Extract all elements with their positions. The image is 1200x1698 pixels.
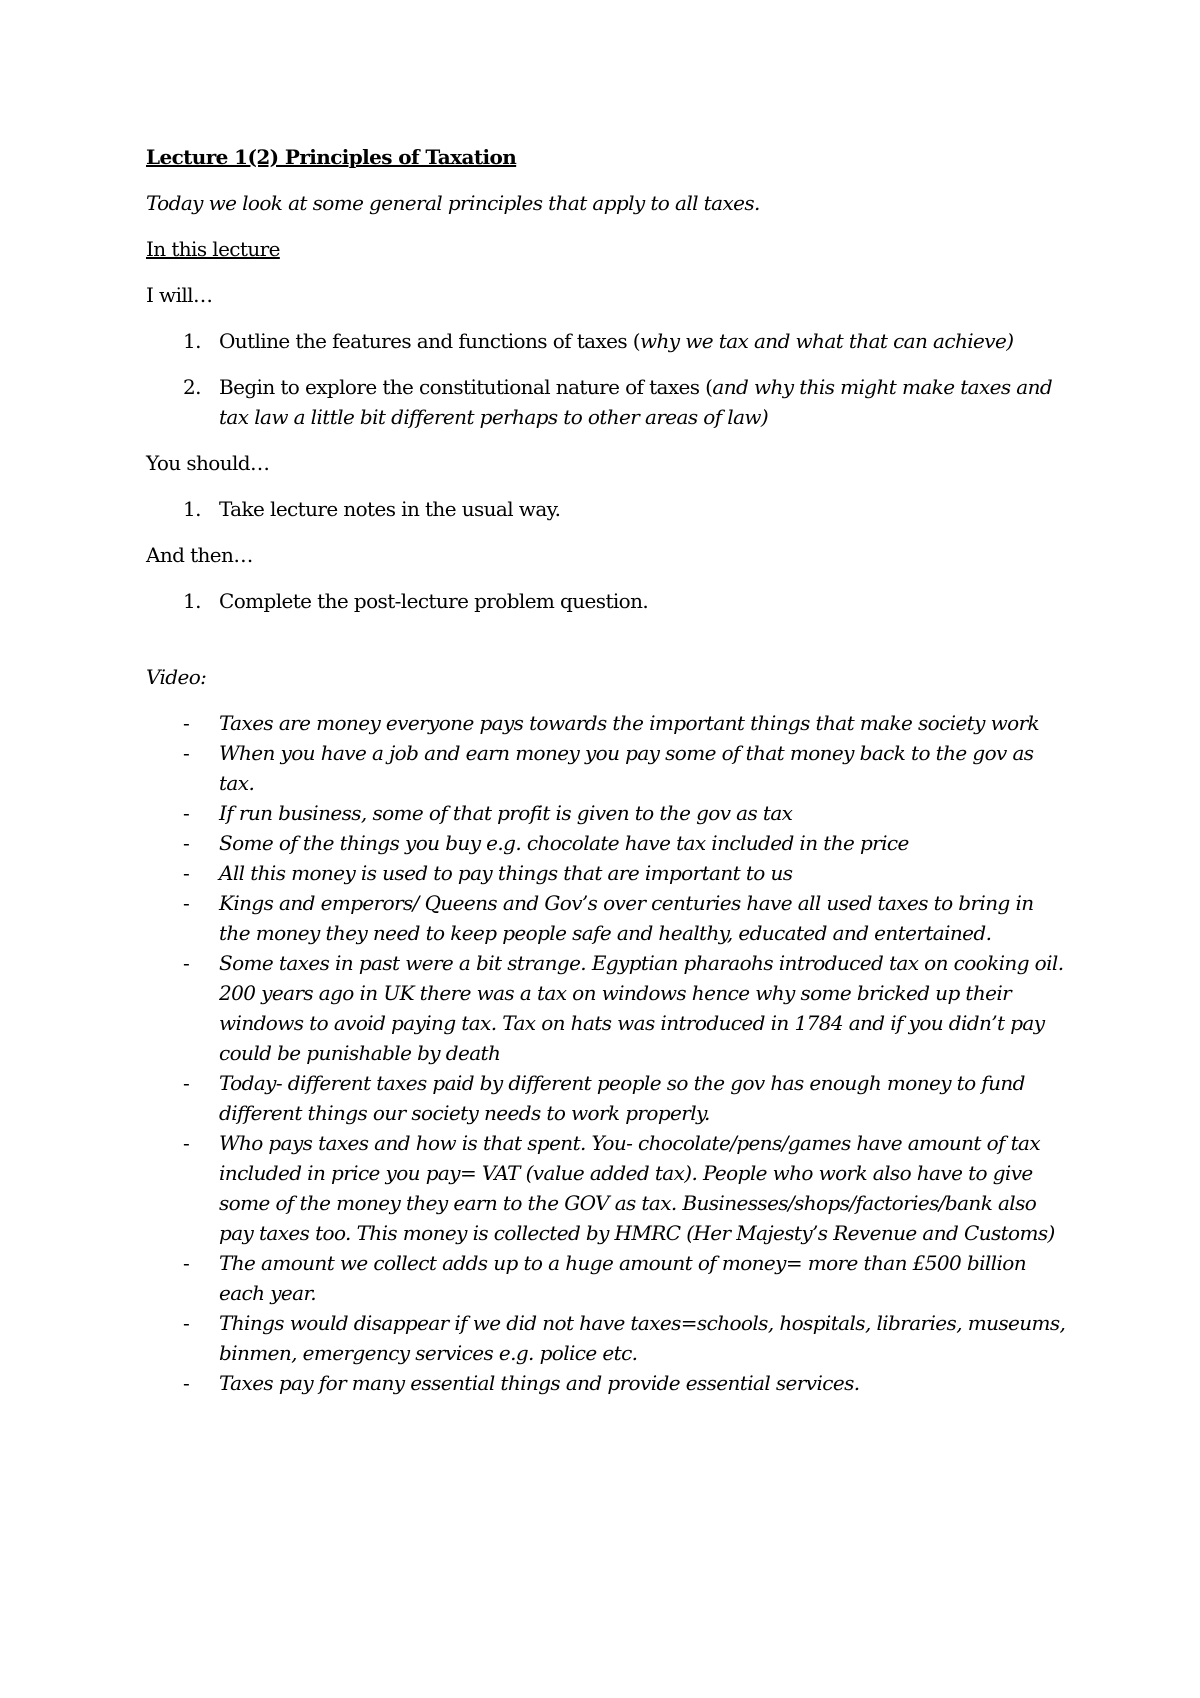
video-note-text: Things would disappear if we did not have taxes=schools, hospitals, libraries, museums, binmen, emergency services e.g. police etc. [219,1311,1066,1365]
video-note-text: Some taxes in past were a bit strange. Egyptian pharaohs introduced tax on cooking oil. 200 years ago in UK there was a tax on windows hence why some bricked up their windows to avoid paying tax. Tax on hats was introduced in 1784 and if you didn’t pay could be punishable by death [219,951,1064,1065]
video-note-text: The amount we collect adds up to a huge amount of money= more than £500 billion each year. [219,1251,1026,1305]
video-label: Video: [146,665,207,689]
video-note-item [146,798,1066,828]
video-note-item [146,1368,1066,1398]
and-then-list [146,586,1066,616]
dash-bullet: - [183,831,190,855]
dash-bullet: - [183,741,190,765]
section-heading: In this lecture [146,237,280,261]
dash-bullet: - [183,801,190,825]
list-number: 1. [183,589,201,613]
and-then-label: And then… [146,543,253,567]
dash-bullet: - [183,861,190,885]
blank-line [146,632,1066,662]
video-note-text: All this money is used to pay things that are important to us [219,861,793,885]
list-item-text: Begin to explore the constitutional nature of taxes ( [219,375,713,399]
i-will-list [146,326,1066,432]
list-item-text: Take lecture notes in the usual way. [219,497,561,521]
list-item-text: Outline the features and functions of taxes ( [219,329,640,353]
video-note-item [146,1068,1066,1128]
dash-bullet: - [183,711,190,735]
video-note-item [146,1128,1066,1248]
list-number: 1. [183,329,201,353]
video-note-text: Some of the things you buy e.g. chocolate have tax included in the price [219,831,909,855]
you-should-list [146,494,1066,524]
video-note-text: Taxes pay for many essential things and provide essential services. [219,1371,860,1395]
intro-text: Today we look at some general principles that apply to all taxes. [146,191,760,215]
list-item [146,494,1066,524]
list-number: 1. [183,497,201,521]
list-item-italic-text: why we tax and what that can achieve) [640,329,1014,353]
list-item-italic-text: and why this might make taxes and tax law a little bit different perhaps to other areas of law) [219,375,1053,429]
video-note-item [146,888,1066,948]
list-item [146,372,1066,432]
dash-bullet: - [183,951,190,975]
video-note-text: Taxes are money everyone pays towards the important things that make society work [219,711,1040,735]
list-item [146,586,1066,616]
video-note-text: Kings and emperors/ Queens and Gov’s over centuries have all used taxes to bring in the money they need to keep people safe and healthy, educated and entertained. [219,891,1034,945]
dash-bullet: - [183,1311,190,1335]
list-item [146,326,1066,356]
document-page [146,142,1066,1398]
lecture-title: Lecture 1(2) Principles of Taxation [146,145,517,169]
i-will-label: I will… [146,283,213,307]
video-note-text: Today- different taxes paid by different people so the gov has enough money to fund different things our society needs to work properly. [219,1071,1025,1125]
video-note-text: Who pays taxes and how is that spent. You- chocolate/pens/games have amount of tax included in price you pay= VAT (value added tax). People who work also have to give some of the money they earn to the GOV as tax. Businesses/shops/factories/bank also pay taxes too. This money is collected by HMRC (Her Majesty’s Revenue and Customs) [219,1131,1055,1245]
dash-bullet: - [183,1071,190,1095]
you-should-label: You should… [146,451,270,475]
dash-bullet: - [183,1131,190,1155]
video-note-item [146,828,1066,858]
video-notes-list [146,708,1066,1398]
list-item-text: Complete the post-lecture problem question. [219,589,649,613]
video-note-item [146,1308,1066,1368]
video-note-item [146,738,1066,798]
video-note-item [146,858,1066,888]
dash-bullet: - [183,891,190,915]
dash-bullet: - [183,1371,190,1395]
video-note-text: If run business, some of that profit is given to the gov as tax [219,801,793,825]
video-note-item [146,708,1066,738]
video-note-text: When you have a job and earn money you pay some of that money back to the gov as tax. [219,741,1034,795]
video-note-item [146,948,1066,1068]
video-note-item [146,1248,1066,1308]
dash-bullet: - [183,1251,190,1275]
list-number: 2. [183,375,201,399]
